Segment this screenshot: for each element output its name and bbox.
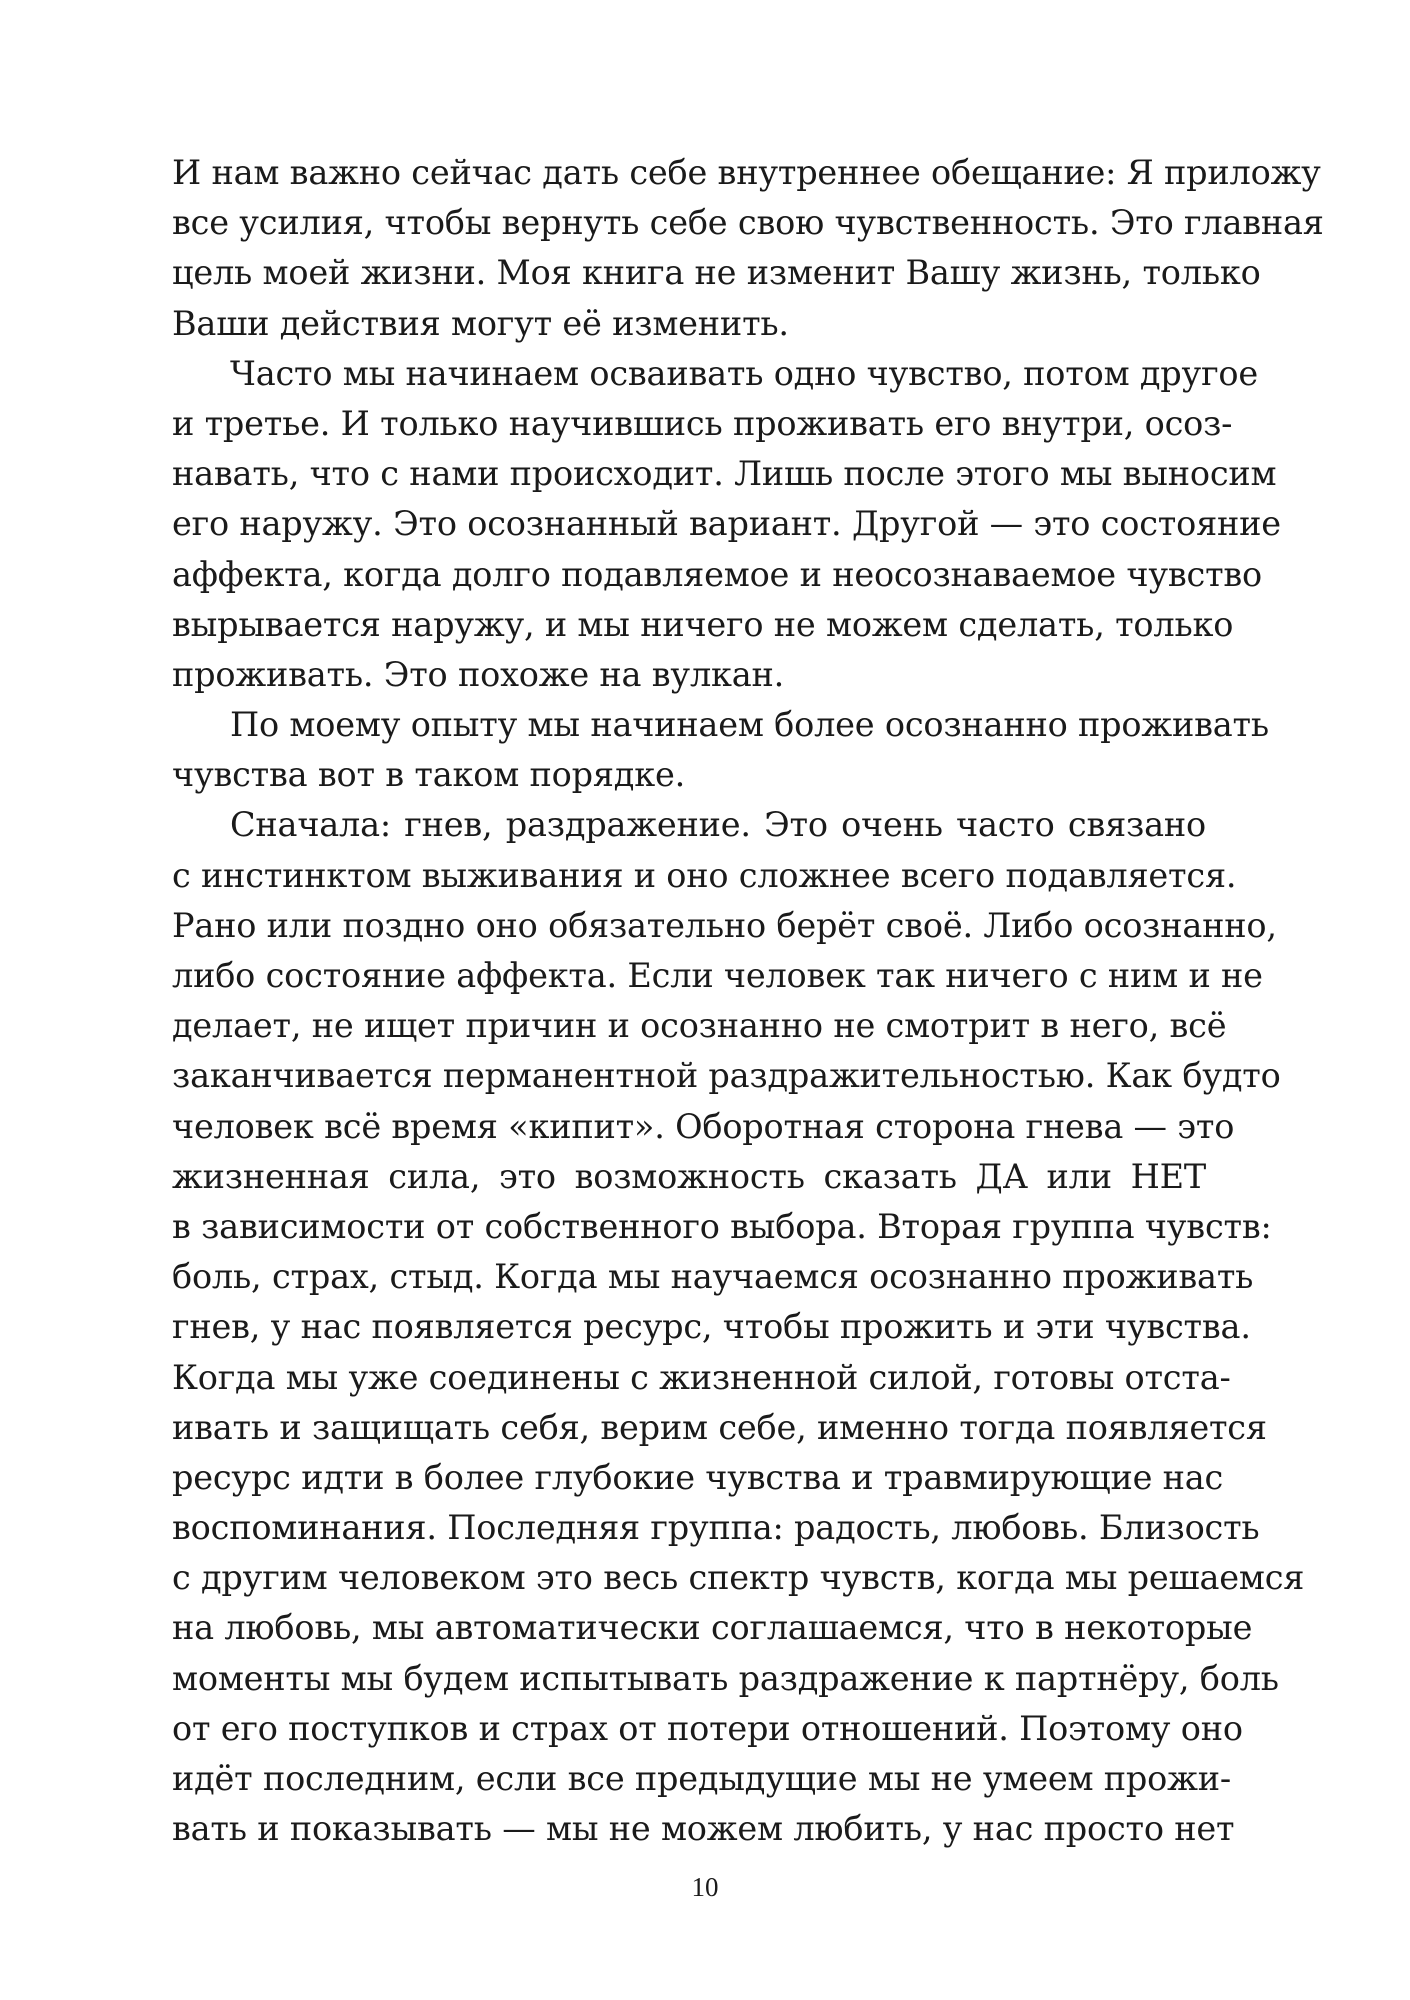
text-line: цель моей жизни. Моя книга не изменит Вашу жизнь, только: [172, 253, 1261, 293]
text-line: Рано или поздно оно обязательно берёт своё. Либо осознанно,: [172, 905, 1277, 945]
text-line: делает, не ищет причин и осознанно не смотрит в него, всё: [172, 1006, 1227, 1046]
text-line: ивать и защищать себя, верим себе, именно тогда появляется: [172, 1407, 1267, 1447]
text-line: заканчивается перманентной раздражительностью. Как будто: [172, 1056, 1281, 1096]
text-line: воспоминания. Последняя группа: радость, любовь. Близость: [172, 1508, 1260, 1548]
text-line: гнев, у нас появляется ресурс, чтобы прожить и эти чувства.: [172, 1307, 1251, 1347]
text-line: моменты мы будем испытывать раздражение к партнёру, боль: [172, 1658, 1279, 1698]
text-line: И нам важно сейчас дать себе внутреннее обещание: Я приложу: [172, 153, 1321, 192]
text-line: либо состояние аффекта. Если человек так ничего с ним и не: [172, 956, 1263, 995]
text-line: на любовь, мы автоматически соглашаемся, что в некоторые: [172, 1608, 1253, 1648]
text-line: в зависимости от собственного выбора. Вторая группа чувств:: [172, 1206, 1272, 1246]
text-line: вать и показывать — мы не можем любить, у нас просто нет: [172, 1809, 1235, 1849]
text-line: Когда мы уже соединены с жизненной силой, готовы отста-: [172, 1357, 1231, 1397]
text-line: Сначала: гнев, раздражение. Это очень часто связано: [230, 805, 1206, 845]
text-line: По моему опыту мы начинаем более осознанно проживать: [230, 705, 1269, 745]
text-line: Ваши действия могут её изменить.: [172, 303, 789, 343]
body-text: [172, 148, 1324, 1854]
text-line: чувства вот в таком порядке.: [172, 755, 686, 795]
page-number: 10: [691, 1872, 719, 1902]
text-line: ресурс идти в более глубокие чувства и травмирующие нас: [172, 1457, 1224, 1497]
text-line: Часто мы начинаем осваивать одно чувство, потом другое: [230, 353, 1259, 393]
text-line: его наружу. Это осознанный вариант. Другой — это состояние: [172, 504, 1281, 544]
text-line: жизненная сила, это возможность сказать ДА или НЕТ: [172, 1156, 1206, 1196]
text-line: боль, страх, стыд. Когда мы научаемся осознанно проживать: [172, 1257, 1254, 1297]
text-line: все усилия, чтобы вернуть себе свою чувственность. Это главная: [172, 203, 1324, 243]
text-line: с инстинктом выживания и оно сложнее всего подавляется.: [172, 855, 1237, 895]
text-line: с другим человеком это весь спектр чувств, когда мы решаемся: [172, 1558, 1305, 1598]
text-line: аффекта, когда долго подавляемое и неосознаваемое чувство: [172, 554, 1263, 594]
text-line: проживать. Это похоже на вулкан.: [172, 654, 785, 694]
text-line: вырывается наружу, и мы ничего не можем сделать, только: [172, 604, 1234, 644]
text-line: человек всё время «кипит». Оборотная сторона гнева — это: [172, 1106, 1235, 1146]
text-line: и третье. И только научившись проживать его внутри, осоз-: [172, 403, 1233, 443]
text-line: навать, что с нами происходит. Лишь после этого мы выносим: [172, 454, 1277, 494]
text-line: от его поступков и страх от потери отношений. Поэтому оно: [172, 1708, 1243, 1748]
text-line: идёт последним, если все предыдущие мы не умеем прожи-: [172, 1759, 1231, 1798]
